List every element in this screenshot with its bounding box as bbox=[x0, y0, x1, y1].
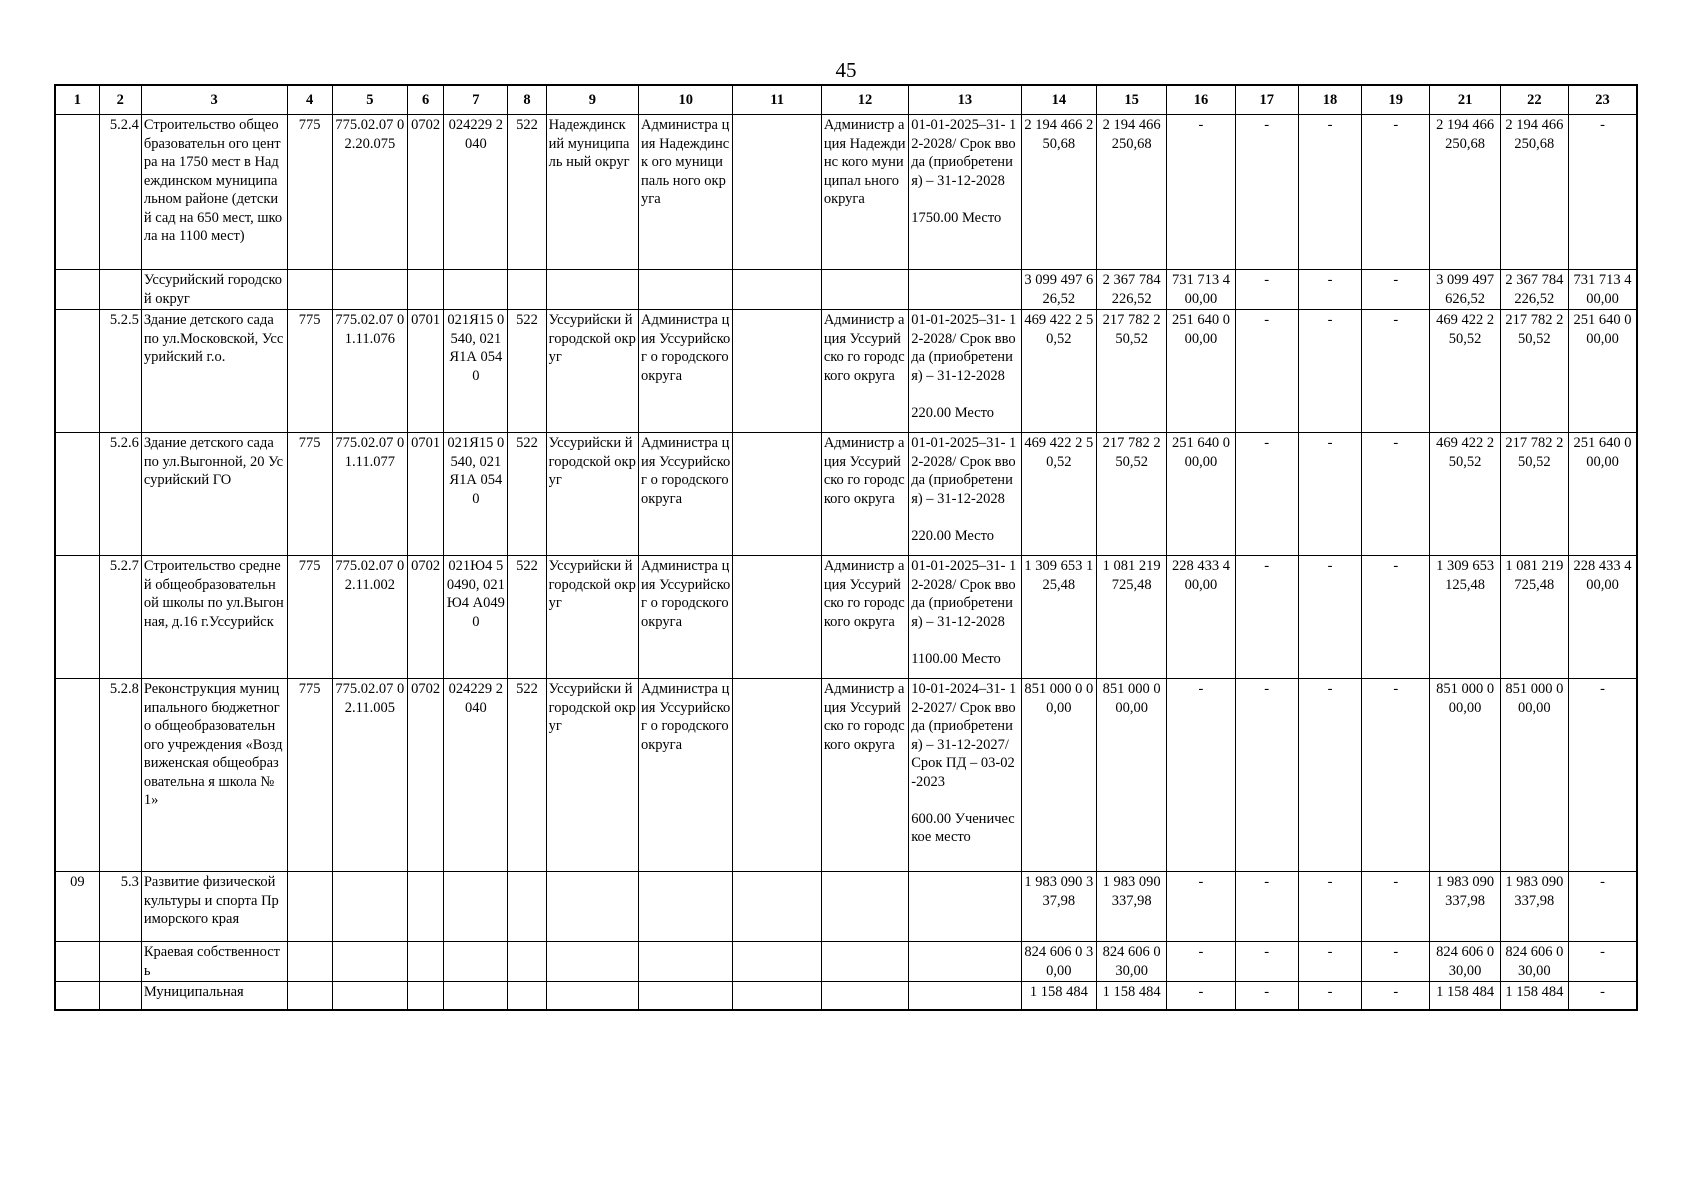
table-cell: - bbox=[1235, 270, 1298, 310]
table-cell bbox=[733, 310, 821, 433]
table-cell: - bbox=[1235, 982, 1298, 1010]
header-cell: 15 bbox=[1097, 85, 1167, 115]
table-cell: - bbox=[1235, 942, 1298, 982]
table-cell: 021Я15 0540, 021Я1А 0540 bbox=[444, 433, 508, 556]
table-cell bbox=[55, 433, 99, 556]
table-cell: 5.2.6 bbox=[99, 433, 141, 556]
header-cell: 22 bbox=[1500, 85, 1568, 115]
header-cell: 6 bbox=[408, 85, 444, 115]
table-cell: 251 640 0 00,00 bbox=[1569, 433, 1637, 556]
header-cell: 8 bbox=[508, 85, 546, 115]
table-cell bbox=[546, 942, 638, 982]
table-cell: 0701 bbox=[408, 433, 444, 556]
table-cell bbox=[99, 942, 141, 982]
table-row bbox=[55, 556, 1637, 679]
table-cell bbox=[55, 556, 99, 679]
table-cell: 1 309 653 125,48 bbox=[1021, 556, 1096, 679]
table-cell: - bbox=[1298, 982, 1361, 1010]
table-cell: 217 782 2 50,52 bbox=[1097, 310, 1167, 433]
table-cell bbox=[55, 982, 99, 1010]
header-cell: 13 bbox=[909, 85, 1021, 115]
table-cell: - bbox=[1167, 115, 1235, 270]
table-cell: Краевая собственность bbox=[141, 942, 287, 982]
table-cell: 217 782 2 50,52 bbox=[1500, 433, 1568, 556]
table-cell bbox=[639, 982, 733, 1010]
table-cell: 0702 bbox=[408, 556, 444, 679]
table-cell bbox=[287, 270, 332, 310]
table-cell: 522 bbox=[508, 433, 546, 556]
table-cell: - bbox=[1569, 872, 1637, 942]
table-cell bbox=[733, 115, 821, 270]
table-cell: 775.02.07 01.11.076 bbox=[332, 310, 407, 433]
table-cell bbox=[639, 872, 733, 942]
table-cell: 824 606 0 30,00 bbox=[1097, 942, 1167, 982]
table-cell: - bbox=[1569, 679, 1637, 872]
table-cell: 522 bbox=[508, 679, 546, 872]
table-cell bbox=[508, 982, 546, 1010]
table-cell: 469 422 2 50,52 bbox=[1430, 433, 1500, 556]
table-cell: 10-01-2024–31- 12-2027/ Срок ввода (приобретения) – 31-12-2027/ Срок ПД – 03-02-2023 600.00 Ученическое место bbox=[909, 679, 1021, 872]
table-cell: Администра ция Уссурийског о городского округа bbox=[639, 679, 733, 872]
table-cell bbox=[909, 872, 1021, 942]
table-cell: 1 983 090 337,98 bbox=[1500, 872, 1568, 942]
table-cell bbox=[639, 942, 733, 982]
table-cell: 217 782 2 50,52 bbox=[1097, 433, 1167, 556]
table-cell: - bbox=[1235, 433, 1298, 556]
table-cell: 5.3 bbox=[99, 872, 141, 942]
table-cell: Муниципальная bbox=[141, 982, 287, 1010]
table-cell: 775 bbox=[287, 556, 332, 679]
table-cell bbox=[821, 982, 908, 1010]
table-cell: 731 713 4 00,00 bbox=[1167, 270, 1235, 310]
table-cell bbox=[408, 872, 444, 942]
table-cell: - bbox=[1167, 942, 1235, 982]
table-cell: Уссурийски й городской округ bbox=[546, 310, 638, 433]
table-cell: - bbox=[1298, 270, 1361, 310]
table-cell: 021Ю4 50490, 021Ю4 А0490 bbox=[444, 556, 508, 679]
table-cell: 1 158 484 bbox=[1021, 982, 1096, 1010]
table-cell: 228 433 4 00,00 bbox=[1569, 556, 1637, 679]
table-cell bbox=[733, 270, 821, 310]
table-cell: - bbox=[1167, 679, 1235, 872]
table-row bbox=[55, 433, 1637, 556]
table-cell: 0702 bbox=[408, 679, 444, 872]
table-cell bbox=[55, 115, 99, 270]
table-cell: 5.2.8 bbox=[99, 679, 141, 872]
table-cell: 2 194 466 250,68 bbox=[1021, 115, 1096, 270]
table-cell bbox=[546, 270, 638, 310]
table-cell bbox=[408, 942, 444, 982]
table-cell bbox=[444, 982, 508, 1010]
table-cell bbox=[733, 942, 821, 982]
table-cell: 024229 2040 bbox=[444, 115, 508, 270]
table-cell bbox=[408, 270, 444, 310]
header-cell: 4 bbox=[287, 85, 332, 115]
table-cell: 09 bbox=[55, 872, 99, 942]
table-cell bbox=[508, 942, 546, 982]
table-cell: - bbox=[1298, 556, 1361, 679]
table-cell: - bbox=[1362, 679, 1430, 872]
table-cell: Здание детского сада по ул.Выгонной, 20 Уссурийский ГО bbox=[141, 433, 287, 556]
table-cell: - bbox=[1362, 942, 1430, 982]
table-cell bbox=[287, 982, 332, 1010]
table-cell: - bbox=[1362, 310, 1430, 433]
table-cell: - bbox=[1298, 433, 1361, 556]
table-cell bbox=[546, 982, 638, 1010]
table-cell bbox=[55, 270, 99, 310]
table-cell: 021Я15 0540, 021Я1А 0540 bbox=[444, 310, 508, 433]
table-cell: 522 bbox=[508, 115, 546, 270]
header-cell: 7 bbox=[444, 85, 508, 115]
table-cell: 251 640 0 00,00 bbox=[1569, 310, 1637, 433]
investment-table bbox=[54, 84, 1638, 1011]
table-cell: - bbox=[1362, 982, 1430, 1010]
table-cell bbox=[821, 270, 908, 310]
table-cell bbox=[733, 556, 821, 679]
table-cell: Администр ация Надеждинс кого муниципал ьного округа bbox=[821, 115, 908, 270]
table-cell: 1 983 090 337,98 bbox=[1097, 872, 1167, 942]
table-cell bbox=[444, 270, 508, 310]
table-cell bbox=[444, 942, 508, 982]
table-cell bbox=[733, 872, 821, 942]
table-cell: - bbox=[1298, 872, 1361, 942]
table-cell: - bbox=[1362, 433, 1430, 556]
table-cell bbox=[332, 270, 407, 310]
table-cell: Администр ация Уссурийско го городского округа bbox=[821, 433, 908, 556]
header-cell: 19 bbox=[1362, 85, 1430, 115]
table-cell: 5.2.5 bbox=[99, 310, 141, 433]
table-cell: Строительство общеобразовательн ого центра на 1750 мест в Надеждинском муниципальном районе (детский сад на 650 мест, школа на 1100 мест) bbox=[141, 115, 287, 270]
table-cell: 851 000 0 00,00 bbox=[1097, 679, 1167, 872]
table-cell: 3 099 497 626,52 bbox=[1430, 270, 1500, 310]
table-cell bbox=[909, 982, 1021, 1010]
table-cell: 024229 2040 bbox=[444, 679, 508, 872]
table-cell: Строительство средней общеобразовательн ой школы по ул.Выгонная, д.16 г.Уссурийск bbox=[141, 556, 287, 679]
table-cell: - bbox=[1298, 679, 1361, 872]
table-cell: 2 194 466 250,68 bbox=[1500, 115, 1568, 270]
table-cell: - bbox=[1235, 872, 1298, 942]
table-cell: 469 422 2 50,52 bbox=[1430, 310, 1500, 433]
table-cell: 775 bbox=[287, 679, 332, 872]
table-cell: 469 422 2 50,52 bbox=[1021, 433, 1096, 556]
table-cell bbox=[508, 872, 546, 942]
table-row bbox=[55, 679, 1637, 872]
table-cell: 522 bbox=[508, 310, 546, 433]
table-cell: 2 367 784 226,52 bbox=[1097, 270, 1167, 310]
table-cell: Администра ция Уссурийског о городского округа bbox=[639, 433, 733, 556]
header-cell: 5 bbox=[332, 85, 407, 115]
table-cell bbox=[733, 679, 821, 872]
table-cell bbox=[332, 982, 407, 1010]
table-cell: - bbox=[1362, 270, 1430, 310]
table-cell: 824 606 0 30,00 bbox=[1430, 942, 1500, 982]
table-cell: Уссурийский городской округ bbox=[141, 270, 287, 310]
header-cell: 2 bbox=[99, 85, 141, 115]
table-cell: 251 640 0 00,00 bbox=[1167, 310, 1235, 433]
table-cell: 851 000 0 00,00 bbox=[1021, 679, 1096, 872]
header-cell: 18 bbox=[1298, 85, 1361, 115]
table-cell: Администр ация Уссурийско го городского округа bbox=[821, 679, 908, 872]
table-cell: 5.2.7 bbox=[99, 556, 141, 679]
table-cell: 775.02.07 01.11.077 bbox=[332, 433, 407, 556]
page-number: 45 bbox=[835, 58, 857, 82]
table-cell: 217 782 2 50,52 bbox=[1500, 310, 1568, 433]
table-cell: - bbox=[1235, 115, 1298, 270]
table-cell: 01-01-2025–31- 12-2028/ Срок ввода (приобретения) – 31-12-2028 1750.00 Место bbox=[909, 115, 1021, 270]
header-cell: 12 bbox=[821, 85, 908, 115]
table-cell bbox=[909, 942, 1021, 982]
table-cell: 5.2.4 bbox=[99, 115, 141, 270]
table-cell: Администра ция Уссурийског о городского округа bbox=[639, 310, 733, 433]
table-cell: 522 bbox=[508, 556, 546, 679]
header-cell: 14 bbox=[1021, 85, 1096, 115]
table-cell bbox=[55, 310, 99, 433]
table-row bbox=[55, 982, 1637, 1010]
table-cell: 0701 bbox=[408, 310, 444, 433]
table-cell: 1 158 484 bbox=[1430, 982, 1500, 1010]
table-cell bbox=[287, 942, 332, 982]
table-cell: 775.02.07 02.11.002 bbox=[332, 556, 407, 679]
table-cell: 1 081 219 725,48 bbox=[1097, 556, 1167, 679]
table-cell: 3 099 497 626,52 bbox=[1021, 270, 1096, 310]
table-cell: Здание детского сада по ул.Московской, Уссурийский г.о. bbox=[141, 310, 287, 433]
table-cell: 775 bbox=[287, 115, 332, 270]
header-cell: 23 bbox=[1569, 85, 1637, 115]
header-cell: 1 bbox=[55, 85, 99, 115]
table-cell: - bbox=[1298, 115, 1361, 270]
table-cell: 2 367 784 226,52 bbox=[1500, 270, 1568, 310]
table-cell: 01-01-2025–31- 12-2028/ Срок ввода (приобретения) – 31-12-2028 220.00 Место bbox=[909, 433, 1021, 556]
table-row bbox=[55, 872, 1637, 942]
table-cell: 228 433 4 00,00 bbox=[1167, 556, 1235, 679]
table-cell: Уссурийски й городской округ bbox=[546, 433, 638, 556]
table-cell bbox=[408, 982, 444, 1010]
table-cell: 775.02.07 02.20.075 bbox=[332, 115, 407, 270]
table-cell bbox=[287, 872, 332, 942]
header-cell: 9 bbox=[546, 85, 638, 115]
table-cell bbox=[639, 270, 733, 310]
table-cell: 2 194 466 250,68 bbox=[1097, 115, 1167, 270]
table-cell: 775 bbox=[287, 310, 332, 433]
table-cell: 1 983 090 337,98 bbox=[1430, 872, 1500, 942]
table-cell: Развитие физической культуры и спорта Приморского края bbox=[141, 872, 287, 942]
table-cell: Реконструкция муниципального бюджетного общеобразовательн ого учреждения «Воздвиженская общеобразовательна я школа № 1» bbox=[141, 679, 287, 872]
header-cell: 3 bbox=[141, 85, 287, 115]
header-cell: 16 bbox=[1167, 85, 1235, 115]
table-cell: - bbox=[1235, 310, 1298, 433]
table-cell: - bbox=[1298, 310, 1361, 433]
table-cell: 469 422 2 50,52 bbox=[1021, 310, 1096, 433]
table-cell: - bbox=[1298, 942, 1361, 982]
header-cell: 21 bbox=[1430, 85, 1500, 115]
table-cell: 2 194 466 250,68 bbox=[1430, 115, 1500, 270]
header-cell: 17 bbox=[1235, 85, 1298, 115]
table-cell: - bbox=[1569, 982, 1637, 1010]
table-cell bbox=[332, 942, 407, 982]
table-cell: 1 983 090 337,98 bbox=[1021, 872, 1096, 942]
table-cell: 01-01-2025–31- 12-2028/ Срок ввода (приобретения) – 31-12-2028 1100.00 Место bbox=[909, 556, 1021, 679]
table-cell: - bbox=[1362, 115, 1430, 270]
table-cell: Администра ция Надеждинск ого муниципаль ного округа bbox=[639, 115, 733, 270]
table-cell bbox=[332, 872, 407, 942]
table-cell bbox=[99, 982, 141, 1010]
table-cell: Надеждинск ий муниципаль ный округ bbox=[546, 115, 638, 270]
table-cell: 1 309 653 125,48 bbox=[1430, 556, 1500, 679]
table-cell: 775.02.07 02.11.005 bbox=[332, 679, 407, 872]
table-cell: 01-01-2025–31- 12-2028/ Срок ввода (приобретения) – 31-12-2028 220.00 Место bbox=[909, 310, 1021, 433]
table-cell bbox=[55, 679, 99, 872]
header-row bbox=[55, 85, 1637, 115]
table-cell: 1 158 484 bbox=[1500, 982, 1568, 1010]
table-cell: - bbox=[1569, 115, 1637, 270]
table-cell: Администр ация Уссурийско го городского округа bbox=[821, 556, 908, 679]
table-cell: 1 081 219 725,48 bbox=[1500, 556, 1568, 679]
header-cell: 10 bbox=[639, 85, 733, 115]
table-cell: 775 bbox=[287, 433, 332, 556]
table-cell: Администр ация Уссурийско го городского округа bbox=[821, 310, 908, 433]
table-cell: 851 000 0 00,00 bbox=[1430, 679, 1500, 872]
table-cell: 251 640 0 00,00 bbox=[1167, 433, 1235, 556]
table-cell bbox=[909, 270, 1021, 310]
table-cell bbox=[546, 872, 638, 942]
table-cell: 0702 bbox=[408, 115, 444, 270]
table-cell: - bbox=[1235, 556, 1298, 679]
table-cell bbox=[821, 872, 908, 942]
table-cell: Уссурийски й городской округ bbox=[546, 679, 638, 872]
table-cell: Уссурийски й городской округ bbox=[546, 556, 638, 679]
table-cell bbox=[55, 942, 99, 982]
table-cell bbox=[444, 872, 508, 942]
table-cell: - bbox=[1362, 872, 1430, 942]
table-cell: 731 713 4 00,00 bbox=[1569, 270, 1637, 310]
table-cell: - bbox=[1235, 679, 1298, 872]
table-cell bbox=[733, 433, 821, 556]
header-cell: 11 bbox=[733, 85, 821, 115]
table-row bbox=[55, 115, 1637, 270]
table-row bbox=[55, 942, 1637, 982]
table-cell: - bbox=[1569, 942, 1637, 982]
table-cell: - bbox=[1167, 872, 1235, 942]
table-row bbox=[55, 310, 1637, 433]
table-cell: - bbox=[1362, 556, 1430, 679]
table-row bbox=[55, 270, 1637, 310]
table-cell: 851 000 0 00,00 bbox=[1500, 679, 1568, 872]
table-cell bbox=[733, 982, 821, 1010]
table-cell: 824 606 0 30,00 bbox=[1500, 942, 1568, 982]
table-cell: - bbox=[1167, 982, 1235, 1010]
table-cell bbox=[99, 270, 141, 310]
table-cell bbox=[821, 942, 908, 982]
table-cell bbox=[508, 270, 546, 310]
table-cell: 1 158 484 bbox=[1097, 982, 1167, 1010]
table-cell: 824 606 0 30,00 bbox=[1021, 942, 1096, 982]
table-cell: Администра ция Уссурийског о городского округа bbox=[639, 556, 733, 679]
